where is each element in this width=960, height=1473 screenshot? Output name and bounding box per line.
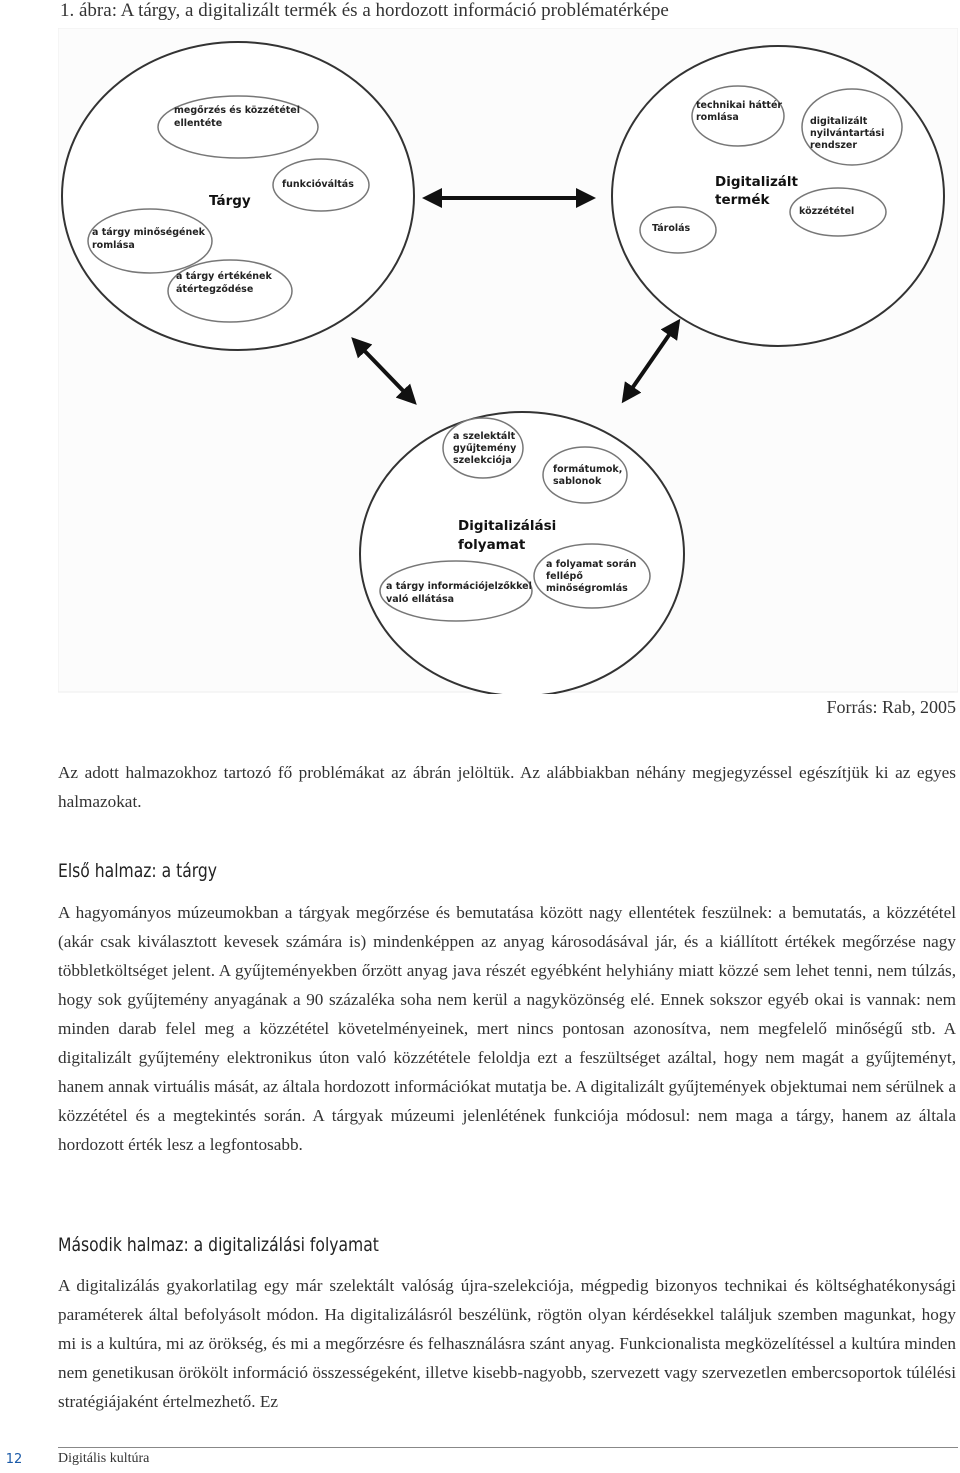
page-number: 12 (5, 1452, 23, 1467)
circle-targy (62, 42, 414, 350)
folyamat-item-1-line3: szelekciója (453, 455, 512, 466)
targy-item-4-line1: a tárgy értékének (176, 271, 272, 282)
folyamat-item-3-line3: minőségromlás (546, 583, 628, 594)
section1-heading: Első halmaz: a tárgy (58, 860, 218, 882)
termek-item-2-line3: rendszer (810, 140, 858, 151)
folyamat-title-line2: folyamat (458, 537, 526, 553)
targy-item-3-line2: romlása (92, 240, 135, 251)
folyamat-item-3-line1: a folyamat során (546, 559, 637, 570)
folyamat-item-2-line1: formátumok, (553, 464, 623, 475)
footer-title: Digitális kultúra (58, 1451, 150, 1466)
targy-item-4-line2: átértegződése (176, 284, 254, 295)
targy-item-1-line1: megőrzés és közzététel (174, 105, 301, 116)
folyamat-item-4-line2: való ellátása (386, 594, 455, 605)
intro-paragraph: Az adott halmazokhoz tartozó fő problémákat az ábrán jelöltük. Az alábbiakban néhány megjegyzéssel egészítjük ki az egyes halmazokat. (58, 763, 956, 811)
folyamat-item-4-line1: a tárgy információjelzőkkel (386, 581, 532, 592)
termek-item-3: közzététel (799, 206, 855, 217)
targy-item-1-line2: ellentéte (174, 118, 223, 129)
section1-body: A hagyományos múzeumokban a tárgyak megőrzése és bemutatása között nagy ellentétek feszülnek: a bemutatás, a közzététel (akár csak kiválasztott kevesek számára is) mindenképpen az anyag károsodásával jár, és a kiállított értékek megőrzése nagy többletköltséget jelent. A gyűjteményekben őrzött anyag java részét egyébként helyhiány miatt közzé sem lehet tenni, nem túlzás, hogy sok gyűjtemény anyagának a 90 százaléka soha nem kerül a nagyközönség elé. Ennek sokszor egyéb okai is vannak: nem minden darab felel meg a közzététel követelményeinek, mert nincs pontosan azonosítva, nem megfelelő minőségű stb. A digitalizált gyűjtemény elektronikus úton való közzététele feloldja ezt a feszültséget azáltal, hogy nem magát a gyűjteményt, hanem annak virtuális mását, az általa hordozott információkat mutatja be. A digitalizált gyűjtemények objektumai nem sérülnek a közzététel és a megtekintés során. A tárgyak múzeumi jelenlétének funkciója módosul: nem maga a tárgy, hanem az általa hordozott érték lesz a legfontosabb. (58, 903, 956, 1154)
termek-item-2-line1: digitalizált (810, 116, 868, 127)
section2-body: A digitalizálás gyakorlatilag egy már szelektált valóság újra-szelekciója, mégpedig bizonyos technikai és költséghatékonysági paraméterek által befolyásolt módon. Ha digitalizálásról beszélünk, rögtön olyan kérdésekkel találjuk szemben magunkat, hogy mi is a kultúra, mi az örökség, és mi a megőrzésre és felhasználásra szánt anyag. Funkcionalista megközelítéssel a kultúra minden nem genetikusan örökölt információ összességeként, illetve kisebb-nagyobb, szervezett vagy szervezetlen embercsoportok túlélési stratégiájaként értelmezhető. Ez (58, 1276, 956, 1411)
folyamat-item-3-line2: fellépő (546, 571, 583, 582)
termek-item-4: Tárolás (652, 223, 691, 234)
folyamat-item-1-line1: a szelektált (453, 431, 516, 442)
folyamat-item-1-line2: gyűjtemény (453, 443, 517, 454)
termek-item-2-line2: nyilvántartási (810, 128, 885, 139)
circle-folyamat (360, 412, 684, 694)
termek-item-1-line2: romlása (696, 112, 739, 123)
figure-caption: 1. ábra: A tárgy, a digitalizált termék és a hordozott információ problématérképe (60, 0, 669, 21)
circle-termek (612, 46, 944, 346)
termek-title-line1: Digitalizált (715, 174, 798, 190)
svg-text:megőrzés és közzététel (174, 105, 300, 116)
targy-title: Tárgy (209, 193, 251, 209)
problem-map-diagram (58, 28, 958, 694)
termek-title-line2: termék (715, 192, 770, 208)
termek-item-1-line1: technikai háttér (696, 100, 783, 111)
svg-text:ellentéte (174, 118, 222, 129)
folyamat-item-2-line2: sablonok (553, 476, 602, 487)
footer-divider (58, 1447, 958, 1448)
folyamat-title-line1: Digitalizálási (458, 518, 557, 534)
targy-item-3-line1: a tárgy minőségének (92, 227, 205, 238)
targy-item-2: funkcióváltás (282, 179, 354, 190)
section2-heading: Második halmaz: a digitalizálási folyamat (58, 1234, 379, 1256)
figure-source: Forrás: Rab, 2005 (826, 697, 956, 717)
